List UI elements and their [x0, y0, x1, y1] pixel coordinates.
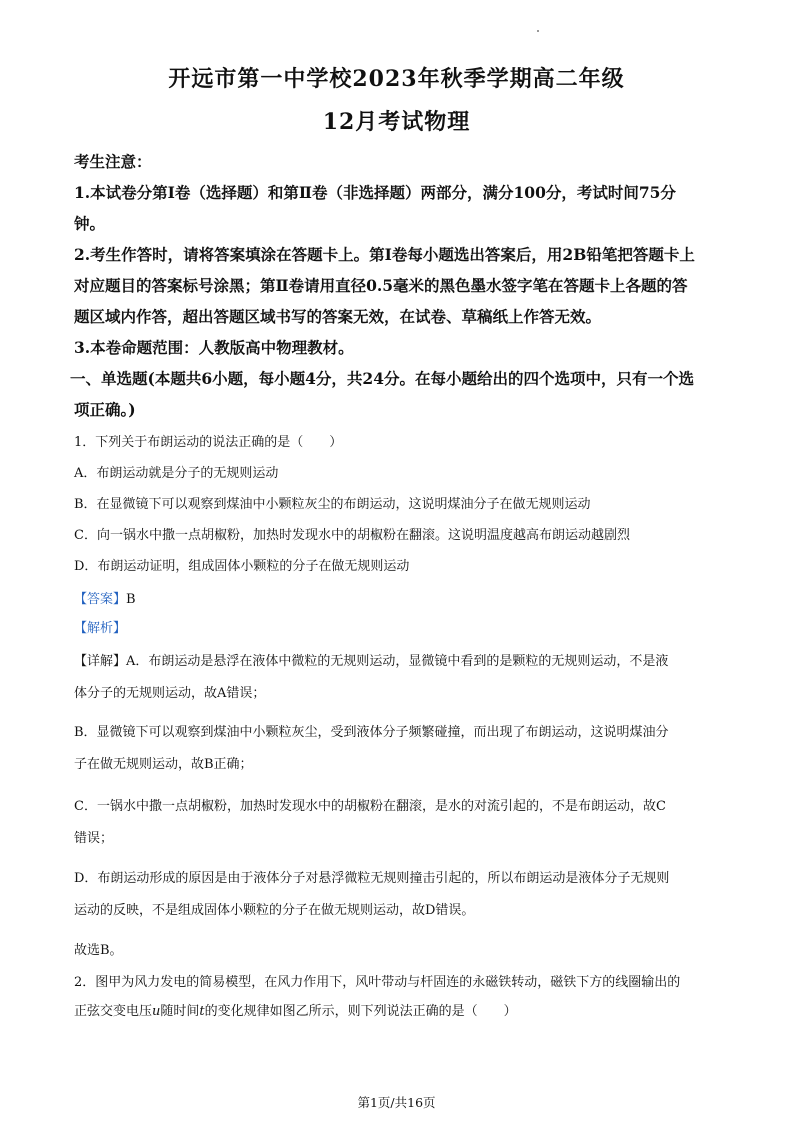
exam-title-line2: 12月考试物理 — [322, 109, 471, 135]
detail-text: A．布朗运动是悬浮在液体中微粒的无规则运动，显微镜中看到的是颗粒的无规则运动，不是液 — [126, 654, 669, 669]
question-1-option-c: C．向一锅水中撒一点胡椒粉，加热时发现水中的胡椒粉在翻滚。这说明温度越高布朗运动越剧烈 — [74, 528, 630, 543]
notice-item: 对应题目的答案标号涂黑；第Ⅱ卷请用直径0.5毫米的黑色墨水签字笔在答题卡上各题的答 — [74, 276, 688, 295]
notice-item: 2.考生作答时，请将答案填涂在答题卡上。第Ⅰ卷每小题选出答案后，用2B铅笔把答题卡上 — [74, 245, 695, 264]
question-2-stem-line1: 2．图甲为风力发电的简易模型，在风力作用下，风叶带动与杆固连的永磁铁转动，磁铁下方的线圈输出的 — [74, 975, 681, 990]
detail-tag: 【详解】 — [74, 654, 127, 669]
answer-line — [74, 588, 734, 607]
scan-speck — [537, 30, 539, 32]
detail-line — [74, 650, 734, 669]
question-1-conclusion: 故选B。 — [74, 943, 123, 958]
detail-text: 体分子的无规则运动，故A错误； — [74, 686, 266, 701]
q2-text: 正弦交变电压 — [74, 1004, 153, 1019]
notice-item: 题区域内作答，超出答题区域书写的答案无效，在试卷、草稿纸上作答无效。 — [74, 307, 602, 326]
detail-text: D．布朗运动形成的原因是由于液体分子对悬浮微粒无规则撞击引起的，所以布朗运动是液体分子无规则 — [74, 871, 670, 886]
question-1-option-d: D．布朗运动证明，组成固体小颗粒的分子在做无规则运动 — [74, 559, 410, 574]
notice-item: 钟。 — [74, 214, 106, 233]
answer-tag: 【答案】 — [74, 592, 127, 607]
section-heading-cont: 项正确。) — [74, 400, 136, 419]
notice-heading: 考生注意： — [74, 152, 152, 171]
page-number: 第1页/共16页 — [357, 1095, 436, 1110]
analysis-tag: 【解析】 — [74, 621, 127, 636]
q2-text: 随时间 — [160, 1004, 200, 1019]
notice-item: 3.本卷命题范围：人教版高中物理教材。 — [74, 338, 354, 357]
var-u: u — [152, 1004, 161, 1019]
answer-value: B — [126, 592, 136, 607]
var-t: t — [199, 1004, 205, 1019]
section-heading: 一、单选题(本题共6小题，每小题4分，共24分。在每小题给出的四个选项中，只有一个选 — [70, 369, 694, 388]
notice-item: 1.本试卷分第Ⅰ卷（选择题）和第Ⅱ卷（非选择题）两部分，满分100分，考试时间75分 — [74, 183, 676, 202]
detail-text: B．显微镜下可以观察到煤油中小颗粒灰尘，受到液体分子频繁碰撞，而出现了布朗运动，这说明煤油分 — [74, 725, 669, 740]
detail-text: 子在做无规则运动，故B正确； — [74, 757, 253, 772]
detail-text: 错误； — [74, 831, 114, 846]
question-2-stem-line2 — [74, 1000, 734, 1019]
question-1-stem: 1．下列关于布朗运动的说法正确的是（ ） — [74, 435, 343, 450]
detail-text: C．一锅水中撒一点胡椒粉，加热时发现水中的胡椒粉在翻滚，是水的对流引起的，不是布朗运动，故C — [74, 799, 666, 814]
exam-title-line1: 开远市第一中学校2023年秋季学期高二年级 — [168, 66, 625, 92]
question-1-option-a: A．布朗运动就是分子的无规则运动 — [74, 466, 279, 481]
q2-text: 的变化规律如图乙所示，则下列说法正确的是（ ） — [204, 1004, 517, 1019]
detail-text: 运动的反映，不是组成固体小颗粒的分子在做无规则运动，故D错误。 — [74, 903, 475, 918]
question-1-option-b: B．在显微镜下可以观察到煤油中小颗粒灰尘的布朗运动，这说明煤油分子在做无规则运动 — [74, 497, 591, 512]
